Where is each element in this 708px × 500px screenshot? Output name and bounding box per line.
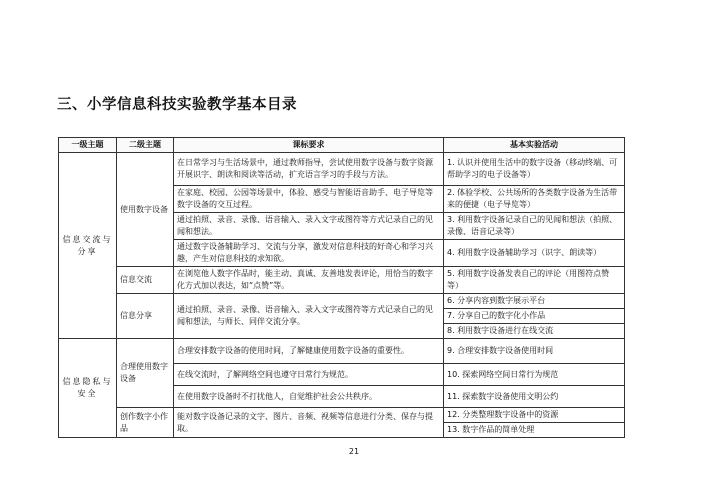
requirement-cell: 能对数字设备记录的文字、图片、音频、视频等信息进行分类、保存与提取。 xyxy=(174,408,444,438)
activity-cell: 6. 分享内容到数字展示平台 xyxy=(444,294,625,309)
activity-cell: 4. 利用数字设备辅助学习（识字、朗读等） xyxy=(444,240,625,267)
header-requirement: 课标要求 xyxy=(174,138,444,153)
table-header-row xyxy=(59,138,625,153)
level2-cell: 合理使用数字设备 xyxy=(117,339,174,408)
requirement-cell: 通过数字设备辅助学习、交流与分享，激发对信息科技的好奇心和学习兴趣，产生对信息科技的求知欲。 xyxy=(174,240,444,267)
requirement-cell: 通过拍照、录音、录像、语音输入、录入文字或图符等方式记录自己的见闻和想法。 xyxy=(174,213,444,240)
table-row xyxy=(59,294,625,309)
activity-cell: 3. 利用数字设备记录自己的见闻和想法（拍照、录像、语音记录等） xyxy=(444,213,625,240)
activity-cell: 8. 利用数字设备进行在线交流 xyxy=(444,324,625,339)
header-level2: 二级主题 xyxy=(117,138,174,153)
level2-cell: 信息交流 xyxy=(117,267,174,294)
activity-cell: 12. 分类整理数字设备中的资源 xyxy=(444,408,625,423)
table-row xyxy=(59,153,625,186)
level2-cell: 使用数字设备 xyxy=(117,153,174,267)
table-row xyxy=(59,267,625,294)
level2-cell: 信息分享 xyxy=(117,294,174,339)
activity-cell: 13. 数字作品的简单处理 xyxy=(444,423,625,438)
page-number: 21 xyxy=(348,447,360,456)
requirement-cell: 合理安排数字设备的使用时间，了解健康使用数字设备的重要性。 xyxy=(174,339,444,364)
requirement-cell: 在日常学习与生活场景中，通过教师指导，尝试使用数字设备与数字资源开展识字、朗读和阅读等活动，扩充语言学习的手段与方法。 xyxy=(174,153,444,186)
table-row xyxy=(59,408,625,423)
page-title: 三、小学信息科技实验教学基本目录 xyxy=(57,97,297,113)
requirement-cell: 在浏览他人数字作品时，能主动、真诚、友善地发表评论，用恰当的数字化方式加以表达，如“点赞”等。 xyxy=(174,267,444,294)
activity-cell: 2. 体验学校、公共场所的各类数字设备为生活带来的便捷（电子导览等） xyxy=(444,186,625,213)
activity-cell: 5. 利用数字设备发表自己的评论（用图符点赞等） xyxy=(444,267,625,294)
requirement-cell: 在线交流时，了解网络空间也遵守日常行为规范。 xyxy=(174,364,444,386)
requirement-cell: 在家庭、校园、公园等场景中，体验、感受与智能语音助手、电子导览等数字设备的交互过程。 xyxy=(174,186,444,213)
header-activity: 基本实验活动 xyxy=(444,138,625,153)
activity-cell: 7. 分享自己的数字化小作品 xyxy=(444,309,625,324)
table-row xyxy=(59,339,625,364)
activity-cell: 1. 认识并使用生活中的数字设备（移动终端、可帮助学习的电子设备等） xyxy=(444,153,625,186)
level1-cell: 信息交流与分享 xyxy=(59,153,117,339)
experiment-catalog-table xyxy=(58,137,625,438)
activity-cell: 10. 探索网络空间日常行为规范 xyxy=(444,364,625,386)
requirement-cell: 在使用数字设备时不打扰他人，自觉维护社会公共秩序。 xyxy=(174,386,444,408)
activity-cell: 11. 探索数字设备使用文明公约 xyxy=(444,386,625,408)
header-level1: 一级主题 xyxy=(59,138,117,153)
requirement-cell: 通过拍照、录音、录像、语音输入、录入文字或图符等方式记录自己的见闻和想法，与师长、同伴交流分享。 xyxy=(174,294,444,339)
level2-cell: 创作数字小作品 xyxy=(117,408,174,438)
activity-cell: 9. 合理安排数字设备使用时间 xyxy=(444,339,625,364)
level1-cell: 信息隐私与安全 xyxy=(59,339,117,438)
